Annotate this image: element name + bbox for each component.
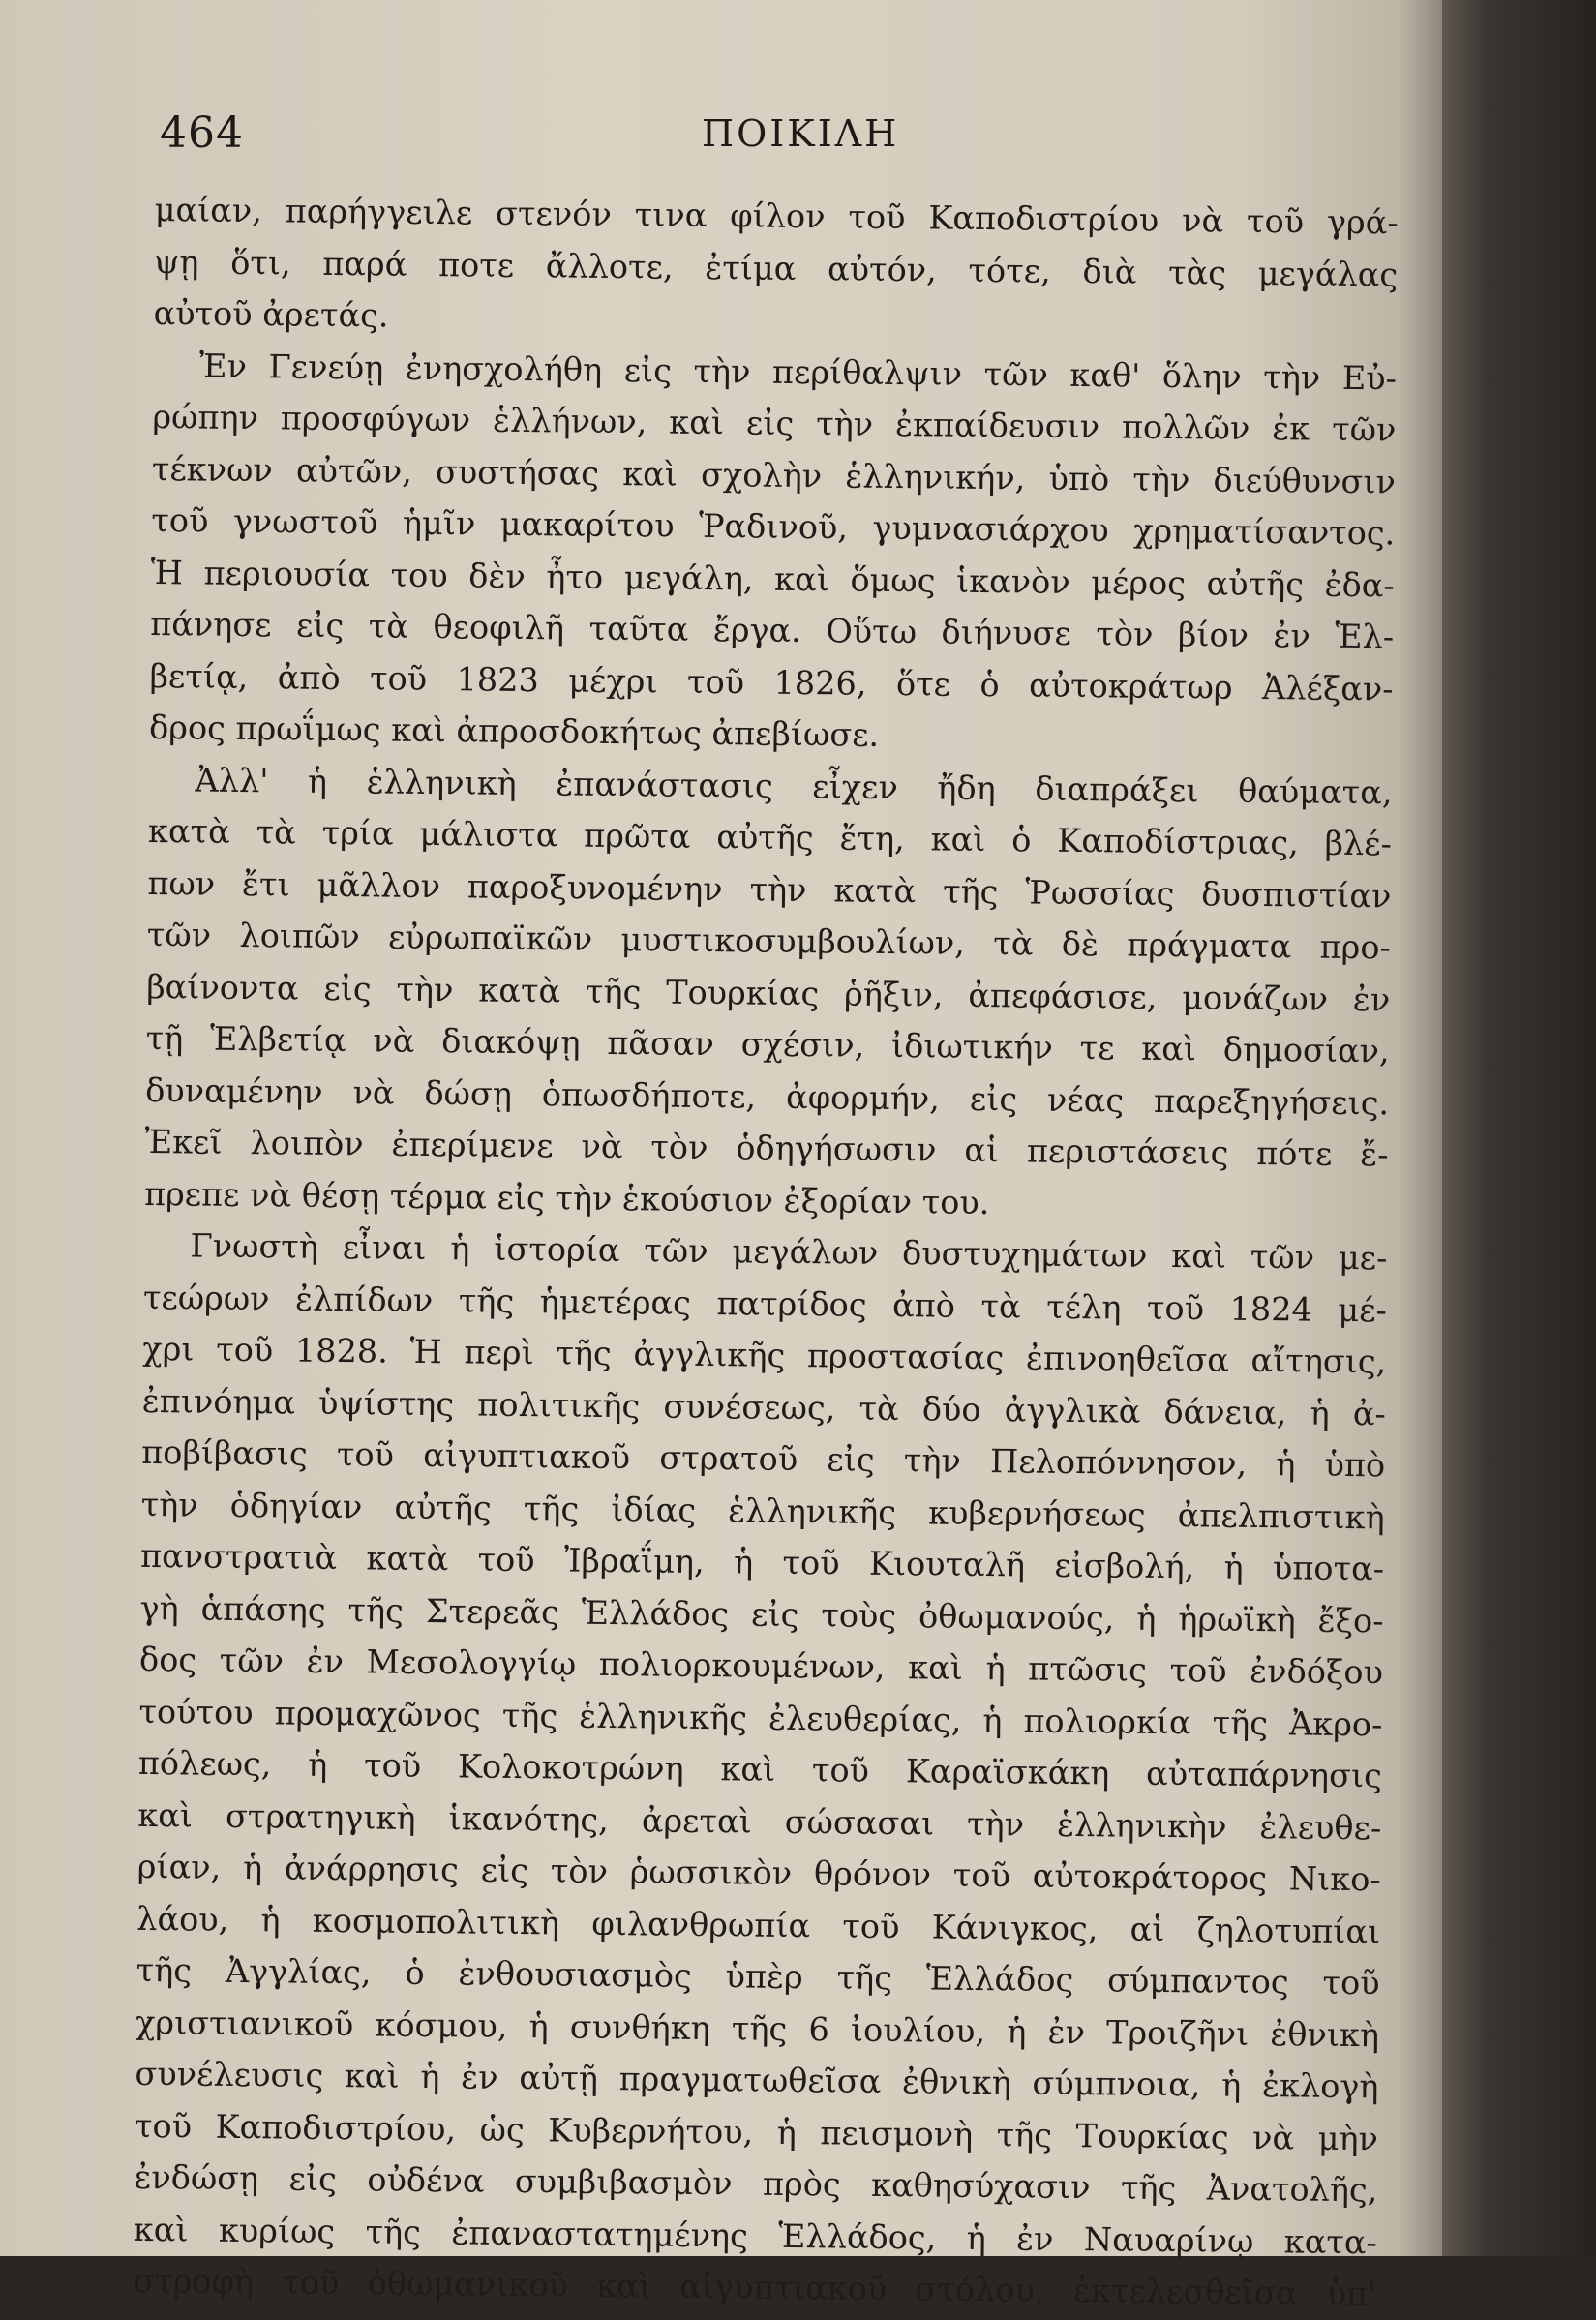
text-line: δος τῶν ἐν Μεσολογγίῳ πολιορκουμένων, καὶ ἡ πτῶσις τοῦ ἐνδόξου: [138, 1640, 1384, 1692]
text-line: πανστρατιὰ κατὰ τοῦ Ἰβραΐμη, ἡ τοῦ Κιουταλῆ εἰσβολή, ἡ ὑποτα-: [139, 1536, 1385, 1588]
text-line: ρώπην προσφύγων ἑλλήνων, καὶ εἰς τὴν ἐκπαίδευσιν πολλῶν ἐκ τῶν: [152, 397, 1397, 449]
text-line: ρίαν, ἡ ἀνάρρησις εἰς τὸν ῥωσσικὸν θρόνον τοῦ αὐτοκράτορος Νικο-: [136, 1847, 1381, 1899]
text-line: βαίνοντα εἰς τὴν κατὰ τῆς Τουρκίας ῥῆξιν, ἀπεφάσισε, μονάζων ἐν: [146, 967, 1391, 1018]
page-header: [160, 108, 1399, 176]
text-line: τεώρων ἐλπίδων τῆς ἡμετέρας πατρίδος ἀπὸ τὰ τέλη τοῦ 1824 μέ-: [142, 1278, 1388, 1329]
text-line: τῇ Ἑλβετίᾳ νὰ διακόψῃ πᾶσαν σχέσιν, ἰδιωτικήν τε καὶ δημοσίαν,: [145, 1018, 1390, 1070]
text-line: ἐπινόημα ὑψίστης πολιτικῆς συνέσεως, τὰ δύο ἀγγλικὰ δάνεια, ἡ ἀ-: [141, 1381, 1386, 1432]
book-gutter-edge: [1442, 0, 1596, 2256]
text-line: Ἐκεῖ λοιπὸν ἐπερίμενε νὰ τὸν ὁδηγήσωσιν αἱ περιστάσεις πότε ἔ-: [144, 1122, 1389, 1174]
text-line: πρεπε νὰ θέσῃ τέρμα εἰς τὴν ἑκούσιον ἐξορίαν του.: [143, 1174, 990, 1221]
text-line: πάνησε εἰς τὰ θεοφιλῆ ταῦτα ἔργα. Οὕτω διήνυσε τὸν βίον ἐν Ἑλ-: [150, 604, 1395, 656]
text-line: δυναμένην νὰ δώσῃ ὁπωσδήποτε, ἀφορμήν, εἰς νέας παρεξηγήσεις.: [144, 1070, 1390, 1122]
text-line: Γνωστὴ εἶναι ἡ ἱστορία τῶν μεγάλων δυστυχημάτων καὶ τῶν με-: [190, 1226, 1388, 1278]
text-line: χρι τοῦ 1828. Ἡ περὶ τῆς ἀγγλικῆς προστασίας ἐπινοηθεῖσα αἴτησις,: [142, 1329, 1387, 1381]
text-line: τέκνων αὐτῶν, συστήσας καὶ σχολὴν ἑλληνικήν, ὑπὸ τὴν διεύθυνσιν: [151, 449, 1397, 500]
text-line: αὐτοῦ ἀρετάς.: [153, 293, 389, 335]
text-line: τοῦ γνωστοῦ ἡμῖν μακαρίτου Ῥαδινοῦ, γυμνασιάρχου χρηματίσαντος.: [151, 500, 1396, 553]
text-line: ψῃ ὅτι, παρά ποτε ἄλλοτε, ἐτίμα αὐτόν, τότε, διὰ τὰς μεγάλας: [153, 242, 1399, 293]
text-line: ἐνδώσῃ εἰς οὐδένα συμβιβασμὸν πρὸς καθησύχασιν τῆς Ἀνατολῆς,: [134, 2157, 1378, 2210]
text-line: τούτου προμαχῶνος τῆς ἑλληνικῆς ἐλευθερίας, ἡ πολιορκία τῆς Ἀκρο-: [138, 1692, 1383, 1743]
text-line: Ἡ περιουσία του δὲν ἦτο μεγάλη, καὶ ὅμως ἱκανὸν μέρος αὐτῆς ἐδα-: [150, 553, 1395, 604]
text-line: χριστιανικοῦ κόσμου, ἡ συνθήκη τῆς 6 ἰουλίου, ἡ ἐν Τροιζῆνι ἐθνικὴ: [135, 2003, 1380, 2054]
text-line: πόλεως, ἡ τοῦ Κολοκοτρώνη καὶ τοῦ Καραϊσκάκη αὐταπάρνησις: [137, 1743, 1383, 1795]
text-line: καὶ κυρίως τῆς ἐπαναστατημένης Ἑλλάδος, ἡ ἐν Ναυαρίνῳ κατα-: [133, 2210, 1378, 2261]
text-line: βετίᾳ, ἀπὸ τοῦ 1823 μέχρι τοῦ 1826, ὅτε ὁ αὐτοκράτωρ Ἀλέξαν-: [149, 656, 1394, 708]
text-line: γὴ ἁπάσης τῆς Στερεᾶς Ἑλλάδος εἰς τοὺς ὀθωμανούς, ἡ ἡρωϊκὴ ἔξο-: [139, 1588, 1384, 1640]
text-line: λάου, ἡ κοσμοπολιτικὴ φιλανθρωπία τοῦ Κάνιγκος, αἱ ζηλοτυπίαι: [136, 1899, 1381, 1950]
text-line: ποβίβασις τοῦ αἰγυπτιακοῦ στρατοῦ εἰς τὴν Πελοπόννησον, ἡ ὑπὸ: [141, 1432, 1386, 1485]
text-line: τοῦ Καποδιστρίου, ὡς Κυβερνήτου, ἡ πεισμονὴ τῆς Τουρκίας νὰ μὴν: [134, 2106, 1379, 2157]
text-line: καὶ στρατηγικὴ ἱκανότης, ἀρεταὶ σώσασαι τὴν ἑλληνικὴν ἐλευθε-: [137, 1795, 1382, 1847]
text-line: Ἐν Γενεύῃ ἐνησχολήθη εἰς τὴν περίθαλψιν τῶν καθ' ὅλην τὴν Εὐ-: [198, 346, 1398, 397]
page-number: 464: [160, 108, 244, 158]
text-line: πων ἔτι μᾶλλον παροξυνομένην τὴν κατὰ τῆς Ῥωσσίας δυσπιστίαν: [147, 863, 1392, 915]
text-line: τὴν ὁδηγίαν αὐτῆς τῆς ἰδίας ἑλληνικῆς κυβερνήσεως ἀπελπιστικὴ: [140, 1485, 1385, 1536]
text-line: στροφὴ τοῦ ὀθωμανικοῦ καὶ αἰγυπτιακοῦ στόλου, ἐκτελεσθεῖσα ὑπ': [133, 2261, 1377, 2313]
text-line: κατὰ τὰ τρία μάλιστα πρῶτα αὐτῆς ἔτη, καὶ ὁ Καποδίστριας, βλέ-: [147, 811, 1393, 863]
text-line: μαίαν, παρήγγειλε στενόν τινα φίλον τοῦ Καποδιστρίου νὰ τοῦ γρά-: [154, 190, 1399, 242]
body-text: [133, 184, 1399, 2320]
text-line: τῶν λοιπῶν εὐρωπαϊκῶν μυστικοσυμβουλίων, τὰ δὲ πράγματα προ-: [146, 915, 1392, 967]
text-line: Ἀλλ' ἡ ἑλληνικὴ ἐπανάστασις εἶχεν ἤδη διαπράξει θαύματα,: [195, 760, 1393, 811]
running-head: ΠΟΙΚΙΛΗ: [702, 112, 900, 155]
text-line: συνέλευσις καὶ ἡ ἐν αὐτῇ πραγματωθεῖσα ἐθνικὴ σύμπνοια, ἡ ἐκλογὴ: [135, 2054, 1379, 2106]
text-line: τῆς Ἀγγλίας, ὁ ἐνθουσιασμὸς ὑπὲρ τῆς Ἑλλάδος σύμπαντος τοῦ: [136, 1950, 1380, 2003]
text-line: δρος πρωΐμως καὶ ἀπροσδοκήτως ἀπεβίωσε.: [148, 708, 880, 754]
